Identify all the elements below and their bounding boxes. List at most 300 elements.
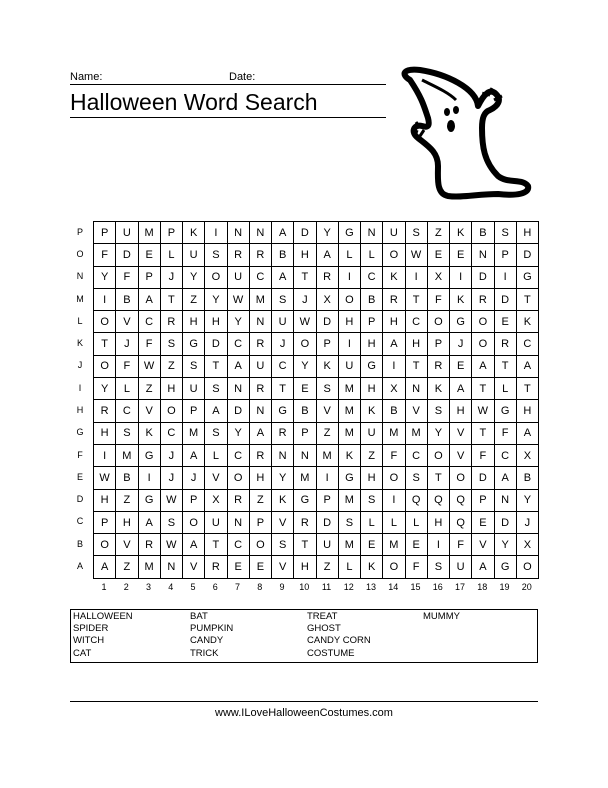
grid-cell[interactable]: F [494, 422, 516, 444]
grid-cell[interactable]: W [160, 534, 182, 556]
grid-cell[interactable]: T [205, 355, 227, 377]
grid-cell[interactable]: O [338, 288, 360, 310]
grid-cell[interactable]: O [383, 244, 405, 266]
grid-cell[interactable]: H [183, 311, 205, 333]
grid-cell[interactable]: O [94, 311, 116, 333]
grid-cell[interactable]: K [361, 400, 383, 422]
grid-cell[interactable]: O [427, 311, 449, 333]
grid-cell[interactable]: R [138, 534, 160, 556]
grid-cell[interactable]: O [294, 333, 316, 355]
grid-cell[interactable]: H [361, 467, 383, 489]
grid-cell[interactable]: T [405, 355, 427, 377]
grid-cell[interactable]: G [516, 266, 538, 288]
grid-cell[interactable]: H [338, 311, 360, 333]
grid-cell[interactable]: L [338, 244, 360, 266]
grid-cell[interactable]: G [494, 400, 516, 422]
grid-cell[interactable]: H [205, 311, 227, 333]
grid-cell[interactable]: R [249, 333, 271, 355]
grid-cell[interactable]: N [249, 222, 271, 244]
grid-cell[interactable]: H [516, 222, 538, 244]
grid-cell[interactable]: R [494, 333, 516, 355]
grid-cell[interactable]: J [160, 266, 182, 288]
grid-cell[interactable]: B [116, 288, 138, 310]
grid-cell[interactable]: L [405, 511, 427, 533]
grid-cell[interactable]: Z [116, 556, 138, 578]
grid-cell[interactable]: B [516, 467, 538, 489]
grid-cell[interactable]: J [160, 467, 182, 489]
grid-cell[interactable]: J [160, 444, 182, 466]
grid-cell[interactable]: F [116, 355, 138, 377]
grid-cell[interactable]: O [160, 400, 182, 422]
grid-cell[interactable]: C [272, 355, 294, 377]
grid-cell[interactable]: Z [361, 444, 383, 466]
grid-cell[interactable]: G [338, 467, 360, 489]
grid-cell[interactable]: L [205, 444, 227, 466]
grid-cell[interactable]: C [405, 444, 427, 466]
grid-cell[interactable]: E [450, 355, 472, 377]
grid-cell[interactable]: U [383, 222, 405, 244]
grid-cell[interactable]: S [361, 489, 383, 511]
grid-cell[interactable]: R [160, 311, 182, 333]
grid-cell[interactable]: A [205, 400, 227, 422]
grid-cell[interactable]: T [205, 534, 227, 556]
grid-cell[interactable]: D [116, 244, 138, 266]
grid-cell[interactable]: O [472, 333, 494, 355]
grid-cell[interactable]: J [450, 333, 472, 355]
grid-cell[interactable]: Y [294, 355, 316, 377]
grid-cell[interactable]: N [294, 444, 316, 466]
grid-cell[interactable]: T [472, 378, 494, 400]
grid-cell[interactable]: Z [183, 288, 205, 310]
grid-cell[interactable]: Y [183, 266, 205, 288]
grid-cell[interactable]: I [405, 266, 427, 288]
grid-cell[interactable]: D [494, 511, 516, 533]
grid-cell[interactable]: H [116, 511, 138, 533]
grid-cell[interactable]: O [516, 556, 538, 578]
grid-cell[interactable]: D [294, 222, 316, 244]
grid-cell[interactable]: L [494, 378, 516, 400]
grid-cell[interactable]: G [450, 311, 472, 333]
grid-cell[interactable]: K [316, 355, 338, 377]
grid-cell[interactable]: F [94, 244, 116, 266]
grid-cell[interactable]: I [427, 534, 449, 556]
grid-cell[interactable]: Q [427, 489, 449, 511]
grid-cell[interactable]: B [361, 288, 383, 310]
grid-cell[interactable]: M [138, 556, 160, 578]
grid-cell[interactable]: B [472, 222, 494, 244]
grid-cell[interactable]: S [427, 400, 449, 422]
grid-cell[interactable]: O [383, 556, 405, 578]
grid-cell[interactable]: V [116, 534, 138, 556]
grid-cell[interactable]: H [94, 489, 116, 511]
grid-cell[interactable]: H [516, 400, 538, 422]
grid-cell[interactable]: U [450, 556, 472, 578]
grid-cell[interactable]: Y [227, 422, 249, 444]
grid-cell[interactable]: L [361, 511, 383, 533]
grid-cell[interactable]: U [272, 311, 294, 333]
grid-cell[interactable]: F [116, 266, 138, 288]
grid-cell[interactable]: Y [94, 266, 116, 288]
grid-cell[interactable]: W [160, 489, 182, 511]
grid-cell[interactable]: N [472, 244, 494, 266]
grid-cell[interactable]: B [272, 244, 294, 266]
grid-cell[interactable]: V [183, 556, 205, 578]
grid-cell[interactable]: D [472, 467, 494, 489]
grid-cell[interactable]: U [249, 355, 271, 377]
grid-cell[interactable]: H [361, 333, 383, 355]
grid-cell[interactable]: L [361, 244, 383, 266]
grid-cell[interactable]: X [516, 444, 538, 466]
grid-cell[interactable]: T [272, 378, 294, 400]
grid-cell[interactable]: G [338, 222, 360, 244]
grid-cell[interactable]: Z [249, 489, 271, 511]
grid-cell[interactable]: V [316, 400, 338, 422]
grid-cell[interactable]: N [249, 400, 271, 422]
grid-cell[interactable]: L [116, 378, 138, 400]
grid-cell[interactable]: C [138, 311, 160, 333]
grid-cell[interactable]: L [160, 244, 182, 266]
grid-cell[interactable]: J [272, 333, 294, 355]
grid-cell[interactable]: E [249, 556, 271, 578]
grid-cell[interactable]: D [316, 311, 338, 333]
grid-cell[interactable]: V [272, 511, 294, 533]
grid-cell[interactable]: N [227, 378, 249, 400]
grid-cell[interactable]: M [183, 422, 205, 444]
grid-cell[interactable]: E [227, 556, 249, 578]
grid-cell[interactable]: T [294, 534, 316, 556]
grid-cell[interactable]: O [94, 355, 116, 377]
grid-cell[interactable]: K [516, 311, 538, 333]
grid-cell[interactable]: H [294, 556, 316, 578]
grid-cell[interactable]: T [94, 333, 116, 355]
grid-cell[interactable]: P [316, 489, 338, 511]
grid-cell[interactable]: D [516, 244, 538, 266]
grid-cell[interactable]: H [361, 378, 383, 400]
grid-cell[interactable]: I [138, 467, 160, 489]
grid-cell[interactable]: I [494, 266, 516, 288]
grid-cell[interactable]: E [472, 511, 494, 533]
grid-cell[interactable]: G [183, 333, 205, 355]
grid-cell[interactable]: J [183, 467, 205, 489]
grid-cell[interactable]: R [227, 244, 249, 266]
grid-cell[interactable]: E [427, 244, 449, 266]
grid-cell[interactable]: R [94, 400, 116, 422]
grid-cell[interactable]: U [361, 422, 383, 444]
grid-cell[interactable]: Z [316, 556, 338, 578]
grid-cell[interactable]: M [249, 288, 271, 310]
grid-cell[interactable]: Y [516, 489, 538, 511]
grid-cell[interactable]: V [450, 422, 472, 444]
grid-cell[interactable]: W [472, 400, 494, 422]
grid-cell[interactable]: P [183, 400, 205, 422]
grid-cell[interactable]: S [272, 288, 294, 310]
grid-cell[interactable]: X [383, 378, 405, 400]
grid-cell[interactable]: R [205, 556, 227, 578]
grid-cell[interactable]: I [450, 266, 472, 288]
grid-cell[interactable]: T [427, 467, 449, 489]
grid-cell[interactable]: P [160, 222, 182, 244]
grid-cell[interactable]: S [272, 534, 294, 556]
grid-cell[interactable]: S [427, 556, 449, 578]
grid-cell[interactable]: R [383, 288, 405, 310]
grid-cell[interactable]: Z [160, 355, 182, 377]
grid-cell[interactable]: B [383, 400, 405, 422]
grid-cell[interactable]: M [338, 489, 360, 511]
grid-cell[interactable]: J [116, 333, 138, 355]
grid-cell[interactable]: P [361, 311, 383, 333]
grid-cell[interactable]: M [294, 467, 316, 489]
grid-cell[interactable]: I [94, 444, 116, 466]
grid-cell[interactable]: S [316, 378, 338, 400]
grid-cell[interactable]: R [249, 378, 271, 400]
grid-cell[interactable]: A [272, 266, 294, 288]
grid-cell[interactable]: Y [94, 378, 116, 400]
grid-cell[interactable]: A [183, 444, 205, 466]
grid-cell[interactable]: N [227, 511, 249, 533]
grid-cell[interactable]: L [383, 511, 405, 533]
grid-cell[interactable]: D [472, 266, 494, 288]
grid-cell[interactable]: C [361, 266, 383, 288]
grid-cell[interactable]: S [160, 511, 182, 533]
grid-cell[interactable]: O [450, 467, 472, 489]
grid-cell[interactable]: A [472, 355, 494, 377]
grid-cell[interactable]: G [294, 489, 316, 511]
grid-cell[interactable]: P [316, 333, 338, 355]
grid-cell[interactable]: G [494, 556, 516, 578]
grid-cell[interactable]: R [272, 422, 294, 444]
grid-cell[interactable]: R [427, 355, 449, 377]
grid-cell[interactable]: R [249, 444, 271, 466]
grid-cell[interactable]: K [338, 444, 360, 466]
grid-cell[interactable]: T [472, 422, 494, 444]
grid-cell[interactable]: A [94, 556, 116, 578]
grid-cell[interactable]: A [316, 244, 338, 266]
grid-cell[interactable]: G [138, 444, 160, 466]
grid-cell[interactable]: M [338, 400, 360, 422]
grid-cell[interactable]: V [472, 534, 494, 556]
grid-cell[interactable]: F [383, 444, 405, 466]
grid-cell[interactable]: E [405, 534, 427, 556]
grid-cell[interactable]: P [427, 333, 449, 355]
grid-cell[interactable]: P [94, 222, 116, 244]
grid-cell[interactable]: I [316, 467, 338, 489]
grid-cell[interactable]: P [472, 489, 494, 511]
grid-cell[interactable]: A [450, 378, 472, 400]
grid-cell[interactable]: C [227, 333, 249, 355]
grid-cell[interactable]: F [405, 556, 427, 578]
grid-cell[interactable]: W [138, 355, 160, 377]
grid-cell[interactable]: P [249, 511, 271, 533]
grid-cell[interactable]: W [94, 467, 116, 489]
grid-cell[interactable]: H [427, 511, 449, 533]
grid-cell[interactable]: H [249, 467, 271, 489]
grid-cell[interactable]: O [383, 467, 405, 489]
grid-cell[interactable]: G [138, 489, 160, 511]
grid-cell[interactable]: S [338, 511, 360, 533]
grid-cell[interactable]: K [138, 422, 160, 444]
grid-cell[interactable]: E [494, 311, 516, 333]
grid-cell[interactable]: E [450, 244, 472, 266]
grid-cell[interactable]: S [205, 378, 227, 400]
grid-cell[interactable]: K [383, 266, 405, 288]
grid-cell[interactable]: M [338, 534, 360, 556]
grid-cell[interactable]: H [383, 311, 405, 333]
grid-cell[interactable]: T [516, 378, 538, 400]
grid-cell[interactable]: F [472, 444, 494, 466]
grid-cell[interactable]: M [338, 378, 360, 400]
grid-cell[interactable]: H [405, 333, 427, 355]
grid-cell[interactable]: A [494, 467, 516, 489]
grid-cell[interactable]: V [450, 444, 472, 466]
grid-cell[interactable]: U [183, 244, 205, 266]
grid-cell[interactable]: I [338, 333, 360, 355]
grid-cell[interactable]: Y [427, 422, 449, 444]
grid-cell[interactable]: A [138, 288, 160, 310]
grid-cell[interactable]: Z [316, 422, 338, 444]
grid-cell[interactable]: C [405, 311, 427, 333]
grid-cell[interactable]: A [516, 422, 538, 444]
grid-cell[interactable]: S [205, 422, 227, 444]
grid-cell[interactable]: M [138, 222, 160, 244]
grid-cell[interactable]: N [494, 489, 516, 511]
grid-cell[interactable]: C [227, 444, 249, 466]
grid-cell[interactable]: P [94, 511, 116, 533]
grid-cell[interactable]: U [227, 266, 249, 288]
grid-cell[interactable]: A [138, 511, 160, 533]
grid-cell[interactable]: Q [450, 511, 472, 533]
grid-cell[interactable]: N [160, 556, 182, 578]
grid-cell[interactable]: D [316, 511, 338, 533]
grid-cell[interactable]: V [272, 556, 294, 578]
grid-cell[interactable]: U [205, 511, 227, 533]
grid-cell[interactable]: C [494, 444, 516, 466]
grid-cell[interactable]: M [316, 444, 338, 466]
grid-cell[interactable]: P [494, 244, 516, 266]
grid-cell[interactable]: G [272, 400, 294, 422]
grid-cell[interactable]: I [94, 288, 116, 310]
grid-cell[interactable]: D [227, 400, 249, 422]
grid-cell[interactable]: U [116, 222, 138, 244]
grid-cell[interactable]: T [516, 288, 538, 310]
grid-cell[interactable]: V [138, 400, 160, 422]
grid-cell[interactable]: Z [138, 378, 160, 400]
grid-cell[interactable]: D [494, 288, 516, 310]
grid-cell[interactable]: C [227, 534, 249, 556]
grid-cell[interactable]: T [160, 288, 182, 310]
grid-cell[interactable]: K [450, 288, 472, 310]
grid-cell[interactable]: F [450, 534, 472, 556]
grid-cell[interactable]: S [494, 222, 516, 244]
grid-cell[interactable]: M [383, 422, 405, 444]
grid-cell[interactable]: H [450, 400, 472, 422]
grid-cell[interactable]: X [516, 534, 538, 556]
grid-cell[interactable]: K [450, 222, 472, 244]
grid-cell[interactable]: V [205, 467, 227, 489]
grid-cell[interactable]: S [205, 244, 227, 266]
grid-cell[interactable]: K [183, 222, 205, 244]
grid-cell[interactable]: A [249, 422, 271, 444]
grid-cell[interactable]: S [160, 333, 182, 355]
grid-cell[interactable]: A [183, 534, 205, 556]
grid-cell[interactable]: G [361, 355, 383, 377]
grid-cell[interactable]: M [338, 422, 360, 444]
grid-cell[interactable]: X [427, 266, 449, 288]
grid-cell[interactable]: B [116, 467, 138, 489]
grid-cell[interactable]: J [294, 288, 316, 310]
grid-cell[interactable]: C [116, 400, 138, 422]
grid-cell[interactable]: Q [450, 489, 472, 511]
grid-cell[interactable]: H [160, 378, 182, 400]
grid-cell[interactable]: X [205, 489, 227, 511]
grid-cell[interactable]: Z [116, 489, 138, 511]
grid-cell[interactable]: A [272, 222, 294, 244]
grid-cell[interactable]: C [516, 333, 538, 355]
grid-cell[interactable]: A [383, 333, 405, 355]
grid-cell[interactable]: K [427, 378, 449, 400]
grid-cell[interactable]: M [383, 534, 405, 556]
grid-cell[interactable]: Q [405, 489, 427, 511]
grid-cell[interactable]: A [516, 355, 538, 377]
grid-cell[interactable]: E [294, 378, 316, 400]
grid-cell[interactable]: L [338, 556, 360, 578]
grid-cell[interactable]: U [316, 534, 338, 556]
grid-cell[interactable]: O [227, 467, 249, 489]
grid-cell[interactable]: N [405, 378, 427, 400]
grid-cell[interactable]: S [405, 222, 427, 244]
grid-cell[interactable]: M [405, 422, 427, 444]
grid-cell[interactable]: S [116, 422, 138, 444]
grid-cell[interactable]: V [116, 311, 138, 333]
grid-cell[interactable]: I [383, 355, 405, 377]
grid-cell[interactable]: O [94, 534, 116, 556]
grid-cell[interactable]: P [138, 266, 160, 288]
grid-cell[interactable]: O [205, 266, 227, 288]
grid-cell[interactable]: M [116, 444, 138, 466]
grid-cell[interactable]: O [427, 444, 449, 466]
grid-cell[interactable]: R [227, 489, 249, 511]
grid-cell[interactable]: O [183, 511, 205, 533]
grid-cell[interactable]: Y [272, 467, 294, 489]
grid-cell[interactable]: V [405, 400, 427, 422]
grid-cell[interactable]: P [183, 489, 205, 511]
grid-cell[interactable]: U [338, 355, 360, 377]
grid-cell[interactable]: K [272, 489, 294, 511]
grid-cell[interactable]: I [383, 489, 405, 511]
grid-cell[interactable]: H [294, 244, 316, 266]
grid-cell[interactable]: E [138, 244, 160, 266]
grid-cell[interactable]: O [249, 534, 271, 556]
grid-cell[interactable]: S [183, 355, 205, 377]
grid-cell[interactable]: Y [227, 311, 249, 333]
grid-cell[interactable]: H [94, 422, 116, 444]
grid-cell[interactable]: K [361, 556, 383, 578]
grid-cell[interactable]: U [183, 378, 205, 400]
grid-cell[interactable]: C [160, 422, 182, 444]
grid-cell[interactable]: R [294, 511, 316, 533]
grid-cell[interactable]: W [405, 244, 427, 266]
grid-cell[interactable]: C [249, 266, 271, 288]
grid-cell[interactable]: D [205, 333, 227, 355]
grid-cell[interactable]: E [361, 534, 383, 556]
grid-cell[interactable]: B [294, 400, 316, 422]
grid-cell[interactable]: I [338, 266, 360, 288]
grid-cell[interactable]: N [272, 444, 294, 466]
grid-cell[interactable]: Y [494, 534, 516, 556]
grid-cell[interactable]: J [516, 511, 538, 533]
grid-cell[interactable]: Z [427, 222, 449, 244]
grid-cell[interactable]: P [294, 422, 316, 444]
grid-cell[interactable]: T [405, 288, 427, 310]
